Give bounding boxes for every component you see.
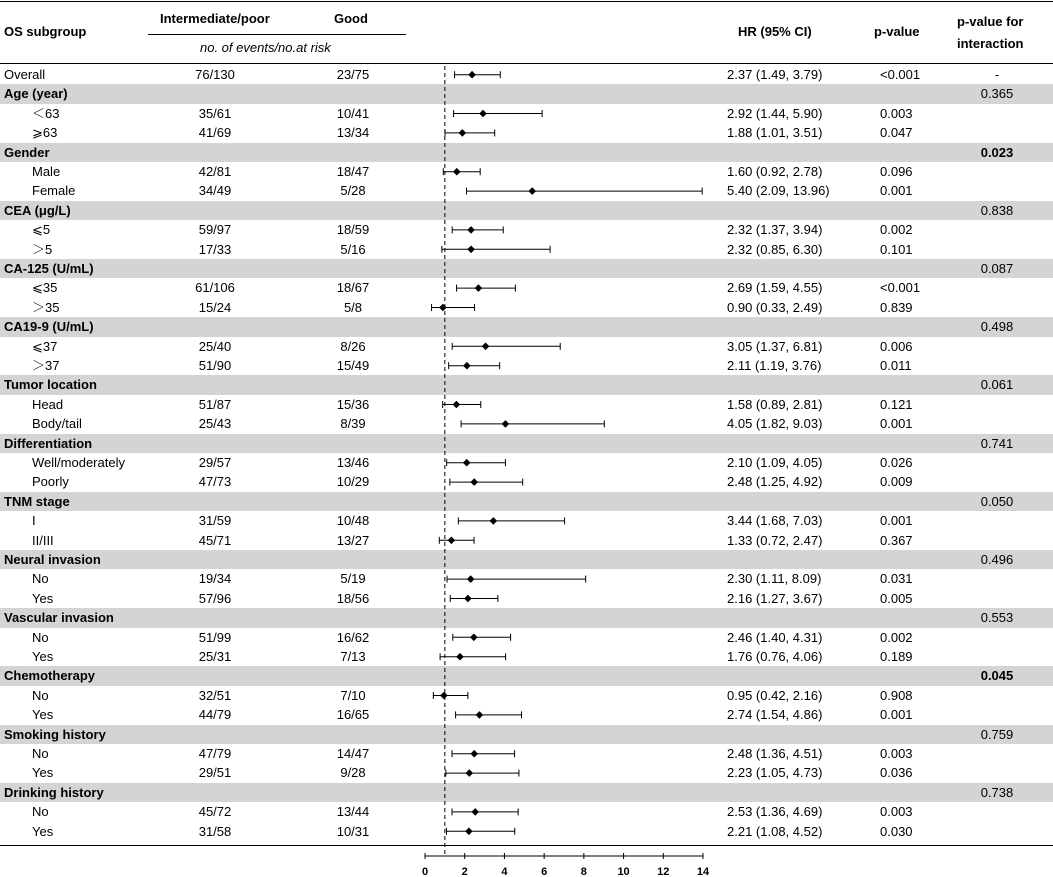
- p-value: 0.003: [880, 105, 913, 121]
- events-intermediate-poor: 51/99: [198, 629, 232, 645]
- hr-point: [470, 750, 478, 758]
- events-good: 10/29: [336, 474, 370, 490]
- row-label: Age (year): [4, 86, 68, 102]
- events-good: 13/44: [336, 804, 370, 820]
- row-label: CA-125 (U/mL): [4, 261, 94, 276]
- events-intermediate-poor: 19/34: [198, 571, 232, 587]
- x-tick-label: 2: [461, 866, 468, 877]
- hr-point: [453, 168, 461, 176]
- p-value: 0.839: [880, 299, 913, 315]
- hr-ci-value: 2.69 (1.59, 4.55): [727, 280, 823, 296]
- hr-point: [440, 692, 448, 700]
- events-intermediate-poor: 35/61: [198, 105, 232, 121]
- hr-point: [456, 653, 464, 661]
- hr-point: [459, 129, 467, 137]
- events-intermediate-poor: 51/90: [198, 358, 232, 373]
- hr-ci-value: 2.74 (1.54, 4.86): [727, 707, 823, 723]
- row-label: No: [32, 629, 49, 645]
- hr-point: [468, 71, 476, 79]
- col-group2-header: Good: [334, 11, 368, 26]
- hr-ci-value: 2.48 (1.36, 4.51): [727, 746, 823, 761]
- events-intermediate-poor: 57/96: [198, 590, 232, 606]
- p-value: 0.001: [880, 707, 913, 723]
- events-good: 8/26: [340, 338, 366, 354]
- hr-ci-value: 0.95 (0.42, 2.16): [727, 687, 823, 703]
- hr-point: [475, 284, 483, 292]
- p-value: 0.003: [880, 804, 913, 820]
- row-label: Smoking history: [4, 726, 106, 742]
- hr-ci-value: 2.32 (0.85, 6.30): [727, 241, 823, 257]
- x-tick-label: 14: [696, 866, 710, 877]
- events-good: 5/28: [340, 183, 366, 199]
- events-intermediate-poor: 31/59: [198, 513, 232, 529]
- p-value: 0.005: [880, 590, 913, 606]
- hr-ci-value: 1.60 (0.92, 2.78): [727, 164, 823, 179]
- events-good: 10/41: [336, 105, 370, 121]
- events-good: 23/75: [336, 67, 370, 82]
- col-pint-header-line1: p-value for: [957, 14, 1024, 29]
- row-label: Vascular invasion: [4, 610, 114, 626]
- hr-ci-value: 2.16 (1.27, 3.67): [727, 590, 823, 606]
- p-value: 0.009: [880, 474, 913, 490]
- row-label: ⩽37: [32, 338, 58, 354]
- p-value: 0.003: [880, 746, 913, 761]
- events-good: 18/56: [336, 590, 370, 606]
- col-p-header: p-value: [874, 24, 920, 39]
- x-tick-label: 6: [541, 866, 548, 877]
- row-label: Head: [32, 396, 64, 412]
- p-interaction-value: 0.045: [980, 668, 1014, 684]
- events-good: 7/10: [340, 687, 366, 703]
- row-label: Yes: [32, 649, 54, 664]
- p-interaction-value: 0.741: [980, 435, 1014, 451]
- hr-point: [453, 401, 461, 409]
- p-interaction-value: 0.050: [980, 493, 1014, 509]
- events-intermediate-poor: 41/69: [198, 125, 232, 141]
- row-label: Body/tail: [32, 416, 82, 432]
- p-value: 0.096: [880, 164, 913, 179]
- hr-ci-value: 2.10 (1.09, 4.05): [727, 455, 823, 470]
- hr-point: [528, 187, 536, 195]
- x-tick-label: 10: [617, 866, 630, 877]
- p-interaction-value: 0.061: [980, 377, 1014, 393]
- row-label: ＞5: [32, 241, 53, 257]
- events-good: 14/47: [336, 746, 370, 761]
- hr-ci-value: 0.90 (0.33, 2.49): [727, 299, 823, 315]
- events-intermediate-poor: 76/130: [195, 67, 235, 82]
- events-good: 5/8: [343, 299, 363, 315]
- hr-point: [463, 362, 471, 370]
- hr-ci-value: 2.30 (1.11, 8.09): [727, 571, 822, 587]
- p-value: 0.002: [880, 629, 913, 645]
- events-good: 13/46: [336, 455, 370, 470]
- col-events-subheader: no. of events/no.at risk: [200, 40, 331, 55]
- row-label: Neural invasion: [4, 552, 101, 567]
- row-label: Yes: [32, 707, 54, 723]
- hr-point: [467, 246, 475, 254]
- events-intermediate-poor: 44/79: [198, 707, 232, 723]
- hr-point: [482, 343, 490, 351]
- row-label: Tumor location: [4, 377, 97, 393]
- row-label: ＜63: [32, 105, 60, 121]
- p-value: 0.101: [880, 241, 913, 257]
- hr-ci-value: 3.44 (1.68, 7.03): [727, 513, 823, 529]
- hr-ci-value: 2.21 (1.08, 4.52): [727, 823, 823, 839]
- hr-ci-value: 1.88 (1.01, 3.51): [727, 125, 823, 141]
- hr-point: [470, 478, 478, 486]
- hr-ci-value: 2.92 (1.44, 5.90): [727, 105, 823, 121]
- events-intermediate-poor: 15/24: [198, 299, 232, 315]
- row-label: Well/moderately: [32, 455, 125, 470]
- events-intermediate-poor: 31/58: [198, 823, 232, 839]
- hr-ci-value: 2.46 (1.40, 4.31): [727, 629, 823, 645]
- p-interaction-value: 0.553: [980, 610, 1014, 626]
- row-label: Chemotherapy: [4, 668, 96, 684]
- hr-point: [465, 828, 473, 836]
- p-interaction-value: 0.838: [980, 202, 1014, 218]
- hr-point: [464, 595, 472, 603]
- p-value: 0.030: [880, 823, 913, 839]
- hr-ci-value: 1.33 (0.72, 2.47): [727, 532, 823, 548]
- p-interaction-value: 0.023: [980, 144, 1014, 160]
- row-label: ⩽5: [32, 222, 51, 238]
- p-value: 0.026: [880, 455, 913, 470]
- p-value: 0.001: [880, 513, 913, 529]
- hr-ci-value: 4.05 (1.82, 9.03): [727, 416, 823, 432]
- events-good: 18/67: [336, 280, 370, 296]
- hr-ci-value: 2.23 (1.05, 4.73): [727, 765, 823, 781]
- events-good: 15/49: [336, 358, 370, 373]
- p-value: 0.908: [880, 687, 913, 703]
- row-label: Drinking history: [4, 784, 104, 800]
- hr-point: [467, 226, 475, 234]
- row-label: No: [32, 571, 49, 587]
- events-intermediate-poor: 47/73: [198, 474, 232, 490]
- p-value: <0.001: [880, 67, 921, 82]
- row-label: ⩾63: [32, 125, 58, 141]
- events-good: 5/19: [340, 571, 366, 587]
- events-intermediate-poor: 32/51: [198, 687, 232, 703]
- p-value: 0.001: [880, 183, 913, 199]
- col-pint-header-line2: interaction: [957, 36, 1024, 51]
- events-good: 7/13: [340, 649, 366, 664]
- hr-point: [502, 420, 510, 428]
- p-interaction-value: -: [994, 67, 1000, 82]
- hr-point: [467, 575, 475, 583]
- events-intermediate-poor: 25/40: [198, 338, 232, 354]
- events-intermediate-poor: 17/33: [198, 241, 232, 257]
- hr-ci-value: 1.58 (0.89, 2.81): [727, 396, 823, 412]
- p-interaction-value: 0.087: [980, 261, 1014, 276]
- events-intermediate-poor: 45/72: [198, 804, 232, 820]
- events-intermediate-poor: 34/49: [198, 183, 232, 199]
- p-value: 0.001: [880, 416, 913, 432]
- events-intermediate-poor: 25/31: [198, 649, 232, 664]
- events-intermediate-poor: 45/71: [198, 532, 232, 548]
- row-label: Gender: [4, 144, 50, 160]
- row-label: CA19-9 (U/mL): [4, 319, 94, 335]
- p-interaction-value: 0.759: [980, 726, 1014, 742]
- col-group1-header: Intermediate/poor: [160, 11, 270, 26]
- hr-ci-value: 2.37 (1.49, 3.79): [727, 67, 823, 82]
- events-good: 13/34: [336, 125, 370, 141]
- row-label: Male: [32, 164, 61, 179]
- row-label: Poorly: [32, 474, 69, 490]
- p-value: 0.189: [880, 649, 913, 664]
- hr-ci-value: 2.53 (1.36, 4.69): [727, 804, 823, 820]
- x-tick-label: 12: [657, 866, 670, 877]
- row-label: Yes: [32, 823, 54, 839]
- events-good: 10/48: [336, 513, 370, 529]
- row-label: No: [32, 687, 49, 703]
- events-intermediate-poor: 29/51: [198, 765, 232, 781]
- events-intermediate-poor: 29/57: [198, 455, 232, 470]
- p-value: 0.031: [880, 571, 913, 587]
- events-intermediate-poor: 42/81: [198, 164, 232, 179]
- row-label: I: [32, 513, 36, 529]
- p-value: 0.006: [880, 338, 913, 354]
- hr-point: [465, 769, 473, 777]
- p-value: 0.011: [880, 358, 912, 373]
- events-good: 15/36: [336, 396, 370, 412]
- p-value: 0.367: [880, 532, 913, 548]
- events-intermediate-poor: 47/79: [198, 746, 232, 761]
- row-label: II/III: [32, 532, 54, 548]
- hr-point: [470, 634, 478, 642]
- p-value: 0.047: [880, 125, 913, 141]
- row-label: No: [32, 804, 49, 820]
- row-label: CEA (μg/L): [4, 202, 71, 218]
- hr-point: [471, 808, 479, 816]
- hr-point: [476, 711, 484, 719]
- hr-ci-value: 2.11 (1.19, 3.76): [727, 358, 822, 373]
- row-label: Differentiation: [4, 435, 93, 451]
- row-label: No: [32, 746, 49, 761]
- p-interaction-value: 0.738: [980, 784, 1014, 800]
- hr-ci-value: 3.05 (1.37, 6.81): [727, 338, 823, 354]
- row-label: ＞35: [32, 299, 60, 315]
- x-tick-label: 8: [580, 866, 587, 877]
- hr-point: [479, 110, 487, 118]
- events-good: 5/16: [340, 241, 366, 257]
- events-good: 8/39: [340, 416, 366, 432]
- p-value: <0.001: [880, 280, 921, 296]
- events-good: 16/65: [336, 707, 370, 723]
- p-interaction-value: 0.496: [980, 552, 1014, 567]
- hr-ci-value: 1.76 (0.76, 4.06): [727, 649, 823, 664]
- x-tick-label: 0: [421, 866, 429, 877]
- row-label: Overall: [4, 67, 46, 82]
- events-good: 18/47: [336, 164, 370, 179]
- events-good: 10/31: [336, 823, 370, 839]
- p-value: 0.002: [880, 222, 913, 238]
- p-value: 0.121: [880, 396, 913, 412]
- events-good: 18/59: [336, 222, 370, 238]
- col-subgroup-header: OS subgroup: [4, 24, 87, 39]
- events-intermediate-poor: 25/43: [198, 416, 232, 432]
- row-label: Female: [32, 183, 76, 199]
- p-interaction-value: 0.498: [980, 319, 1014, 335]
- hr-ci-value: 2.32 (1.37, 3.94): [727, 222, 823, 238]
- p-interaction-value: 0.365: [980, 86, 1014, 102]
- events-intermediate-poor: 61/106: [195, 280, 235, 296]
- hr-ci-value: 2.48 (1.25, 4.92): [727, 474, 823, 490]
- row-label: Yes: [32, 590, 54, 606]
- hr-point: [463, 459, 471, 467]
- hr-point: [448, 537, 456, 545]
- events-good: 13/27: [336, 532, 370, 548]
- events-intermediate-poor: 59/97: [198, 222, 232, 238]
- events-good: 9/28: [340, 765, 366, 781]
- hr-point: [439, 304, 447, 312]
- row-label: ⩽35: [32, 280, 58, 296]
- x-tick-label: 4: [501, 866, 508, 877]
- hr-ci-value: 5.40 (2.09, 13.96): [727, 183, 830, 199]
- hr-point: [490, 517, 498, 525]
- row-label: Yes: [32, 765, 54, 781]
- events-good: 16/62: [336, 629, 370, 645]
- row-label: ＞37: [32, 358, 60, 373]
- row-label: TNM stage: [4, 493, 70, 509]
- events-intermediate-poor: 51/87: [198, 396, 232, 412]
- col-hr-header: HR (95% CI): [738, 24, 812, 39]
- p-value: 0.036: [880, 765, 913, 781]
